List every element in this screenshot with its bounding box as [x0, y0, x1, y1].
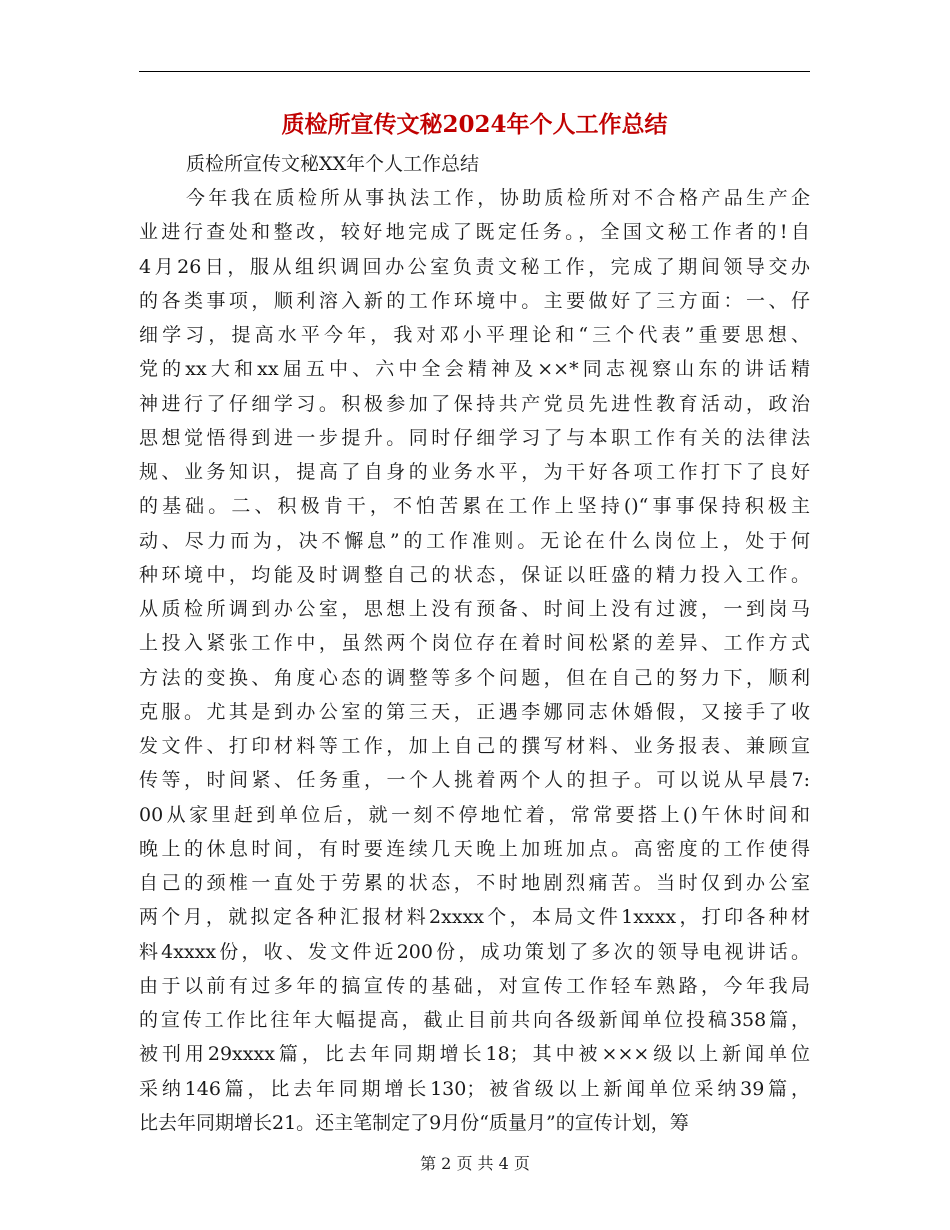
body-line: 4月26日，服从组织调回办公室负责文秘工作，完成了期间领导交办: [139, 255, 810, 278]
body-line: 采纳146篇，比去年同期增长130；被省级以上新闻单位采纳39篇，: [139, 1077, 810, 1100]
body-line: 党的xx大和xx届五中、六中全会精神及××*同志视察山东的讲话精: [139, 358, 810, 381]
body-line: 料4xxxx份，收、发文件近200份，成功策划了多次的领导电视讲话。: [139, 940, 810, 963]
body-line: 00从家里赶到单位后，就一刻不停地忙着，常常要搭上()午休时间和: [139, 803, 810, 826]
body-line: 的各类事项，顺利溶入新的工作环境中。主要做好了三方面：一、仔: [139, 289, 810, 312]
body-line: 发文件、打印材料等工作，加上自己的撰写材料、业务报表、兼顾宣: [139, 735, 810, 757]
body-line: 上投入紧张工作中，虽然两个岗位存在着时间松紧的差异、工作方式: [139, 632, 810, 655]
body-line: 比去年同期增长21。还主笔制定了9月份“质量月”的宣传计划，筹: [139, 1111, 689, 1134]
body-line: 由于以前有过多年的搞宣传的基础，对宣传工作轻车熟路，今年我局: [139, 974, 810, 997]
body-text: [139, 181, 810, 1140]
page-number: 第 2 页 共 4 页: [420, 1154, 530, 1173]
document-subtitle: 质检所宣传文秘XX年个人工作总结: [186, 153, 480, 175]
body-line: 传等，时间紧、任务重，一个人挑着两个人的担子。可以说从早晨7:: [139, 769, 810, 792]
body-line: 两个月，就拟定各种汇报材料2xxxx个，本局文件1xxxx，打印各种材: [139, 906, 810, 929]
body-line: 动、尽力而为，决不懈息”的工作准则。无论在什么岗位上，处于何: [139, 529, 810, 552]
body-line: 规、业务知识，提高了自身的业务水平，为干好各项工作打下了良好: [139, 461, 810, 483]
body-line: 细学习，提高水平今年，我对邓小平理论和“三个代表”重要思想、: [139, 324, 810, 346]
body-line: 业进行查处和整改，较好地完成了既定任务。，全国文秘工作者的!自: [139, 221, 810, 244]
body-line: 被刊用29xxxx篇，比去年同期增长18；其中被×××级以上新闻单位: [139, 1043, 810, 1066]
body-line: 思想觉悟得到进一步提升。同时仔细学习了与本职工作有关的法律法: [139, 426, 810, 449]
body-line: 从质检所调到办公室，思想上没有预备、时间上没有过渡，一到岗马: [139, 598, 810, 620]
body-line: 克服。尤其是到办公室的第三天，正遇李娜同志休婚假，又接手了收: [139, 700, 810, 723]
body-line: 种环境中，均能及时调整自己的状态，保证以旺盛的精力投入工作。: [139, 563, 810, 586]
body-line: 晚上的休息时间，有时要连续几天晚上加班加点。高密度的工作使得: [139, 837, 810, 860]
body-line: 神进行了仔细学习。积极参加了保持共产党员先进性教育活动，政治: [139, 392, 810, 415]
document-title: 质检所宣传文秘2024年个人工作总结: [281, 111, 668, 138]
header-rule: [139, 71, 810, 72]
body-line: 今年我在质检所从事执法工作，协助质检所对不合格产品生产企: [186, 187, 810, 209]
body-line: 自己的颈椎一直处于劳累的状态，不时地剧烈痛苦。当时仅到办公室: [139, 872, 810, 894]
body-line: 方法的变换、角度心态的调整等多个问题，但在自己的努力下，顺利: [139, 666, 810, 689]
body-line: 的宣传工作比往年大幅提高，截止目前共向各级新闻单位投稿358篇，: [139, 1009, 810, 1031]
body-line: 的基础。二、积极肯干，不怕苦累在工作上坚持()“事事保持积极主: [139, 495, 810, 518]
